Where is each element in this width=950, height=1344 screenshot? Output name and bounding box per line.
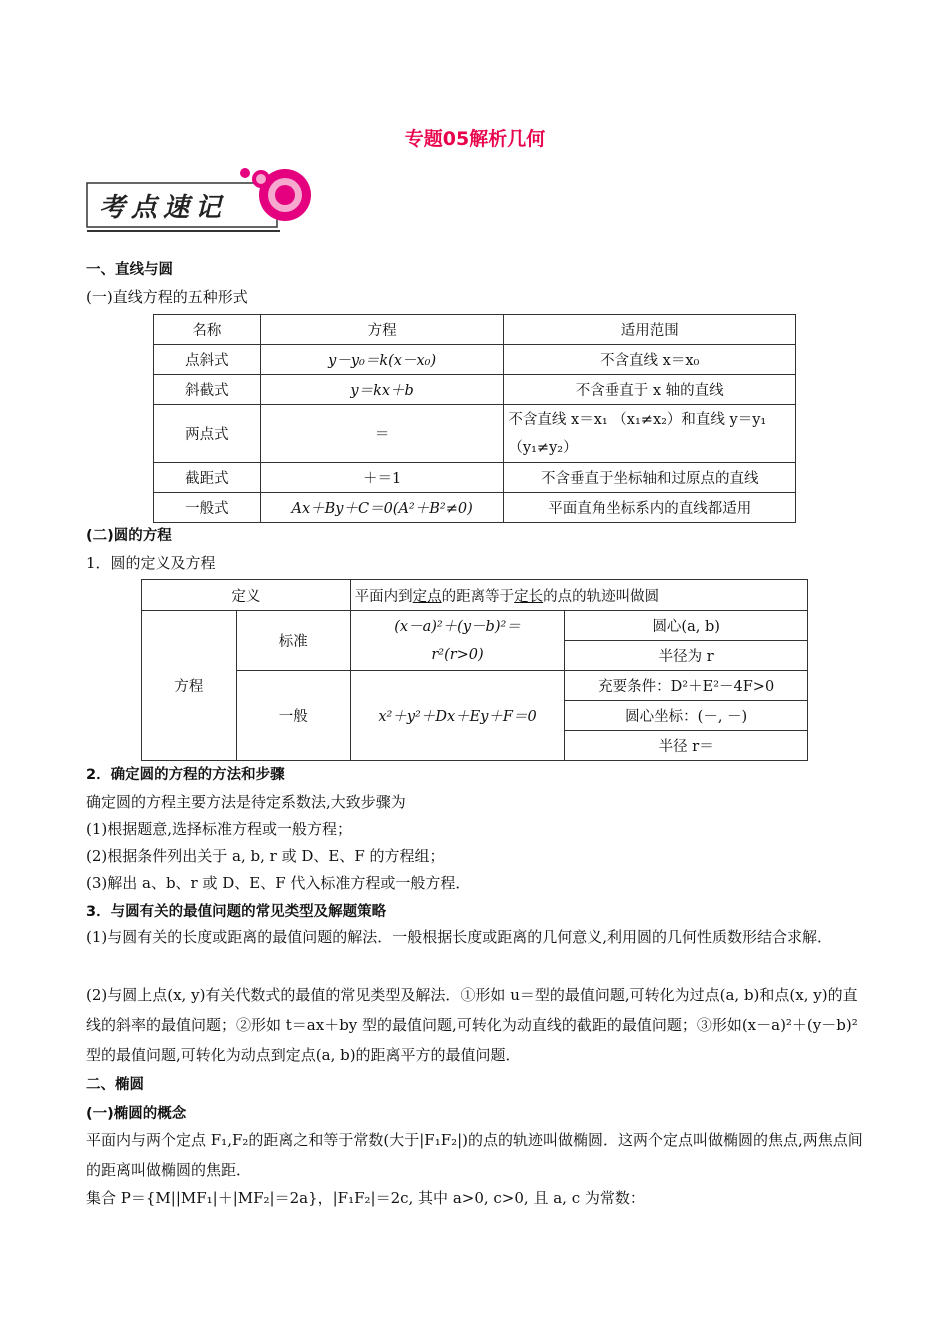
def-text-3: 的点的轨迹叫做圆 bbox=[543, 588, 660, 605]
table-row bbox=[154, 405, 796, 463]
row-equation: y－y₀＝k(x－x₀) bbox=[260, 345, 504, 375]
std-eq-line2: r²(r>0) bbox=[431, 646, 484, 663]
row-name: 点斜式 bbox=[154, 345, 261, 375]
header-name: 名称 bbox=[154, 315, 261, 345]
gen-label: 一般 bbox=[236, 671, 350, 761]
row-range: 不含垂直于 x 轴的直线 bbox=[504, 375, 796, 405]
row-name: 一般式 bbox=[154, 493, 261, 523]
def-text-1: 平面内到 bbox=[354, 588, 413, 605]
std-label: 标准 bbox=[236, 611, 350, 671]
item-extremum: 3．与圆有关的最值问题的常见类型及解题策略 bbox=[86, 904, 387, 920]
table-row bbox=[154, 345, 796, 375]
method-line-3: (2)根据条件列出关于 a, b, r 或 D、E、F 的方程组； bbox=[86, 847, 445, 865]
subheading-line-forms: (一)直线方程的五种形式 bbox=[86, 288, 248, 306]
row-name: 两点式 bbox=[154, 405, 261, 463]
gen-center: 圆心坐标：(－, －) bbox=[565, 701, 808, 731]
row-range: 不含直线 x＝x₁ （x₁≠x₂）和直线 y＝y₁ （y₁≠y₂） bbox=[504, 405, 796, 463]
table-row bbox=[154, 493, 796, 523]
item-circle-definition: 1．圆的定义及方程 bbox=[86, 554, 216, 572]
row-range: 不含垂直于坐标轴和过原点的直线 bbox=[504, 463, 796, 493]
row-equation: Ax＋By＋C＝0(A²＋B²≠0) bbox=[260, 493, 504, 523]
ellipse-paragraph-1: 平面内与两个定点 F₁,F₂的距离之和等于常数(大于|F₁F₂|)的点的轨迹叫做椭圆．这两个定点叫做椭圆的焦点,两焦点间的距离叫做椭圆的焦距． bbox=[86, 1131, 863, 1179]
def-fixed-point: 定点 bbox=[412, 588, 442, 605]
item-method-steps: 2．确定圆的方程的方法和步骤 bbox=[86, 767, 285, 783]
std-equation bbox=[350, 611, 565, 671]
table-header-row bbox=[154, 315, 796, 345]
extremum-paragraph-1: (1)与圆有关的长度或距离的最值问题的解法．一般根据长度或距离的几何意义,利用圆的几何性质数形结合求解． bbox=[86, 928, 833, 946]
eq-label: 方程 bbox=[142, 611, 237, 761]
method-line-1: 确定圆的方程主要方法是待定系数法,大致步骤为 bbox=[86, 793, 406, 811]
extremum-paragraph-2: (2)与圆上点(x, y)有关代数式的最值的常见类型及解法．①形如 u＝型的最值问题,可转化为过点(a, b)和点(x, y)的直线的斜率的最值问题；②形如 t＝ax＋by 型的最值问题,可转化为动直线的截距的最值问题；③形如(x－a)²＋(y－b)²型的最值问题,可转化为动点到定点(a, b)的距离平方的最值问题． bbox=[86, 986, 858, 1064]
header-equation: 方程 bbox=[260, 315, 504, 345]
ellipse-paragraph-2: 集合 P＝{M||MF₁|＋|MF₂|＝2a}，|F₁F₂|＝2c, 其中 a>0, c>0, 且 a, c 为常数： bbox=[86, 1189, 645, 1207]
section-logo bbox=[85, 165, 315, 235]
def-label: 定义 bbox=[142, 580, 351, 611]
def-text-2: 的距离等于 bbox=[441, 588, 515, 605]
circle-gen-row-1 bbox=[142, 671, 808, 701]
std-eq-line1: (x－a)²＋(y－b)²＝ bbox=[394, 618, 521, 635]
row-name: 斜截式 bbox=[154, 375, 261, 405]
section-heading-ellipse: 二、椭圆 bbox=[86, 1077, 144, 1093]
row-range: 不含直线 x＝x₀ bbox=[504, 345, 796, 375]
line-forms-table bbox=[153, 314, 796, 523]
table-row bbox=[154, 463, 796, 493]
gen-condition: 充要条件：D²＋E²－4F>0 bbox=[565, 671, 808, 701]
circle-def-row bbox=[142, 580, 808, 611]
row-name: 截距式 bbox=[154, 463, 261, 493]
header-range: 适用范围 bbox=[504, 315, 796, 345]
def-fixed-length: 定长 bbox=[514, 588, 544, 605]
row-range: 平面直角坐标系内的直线都适用 bbox=[504, 493, 796, 523]
method-line-2: (1)根据题意,选择标准方程或一般方程； bbox=[86, 820, 353, 838]
table-row bbox=[154, 375, 796, 405]
circle-std-row-1 bbox=[142, 611, 808, 641]
row-equation: y＝kx＋b bbox=[260, 375, 504, 405]
subheading-circle-equation: (二)圆的方程 bbox=[86, 528, 172, 544]
gen-equation: x²＋y²＋Dx＋Ey＋F＝0 bbox=[350, 671, 565, 761]
logo-text: 考点速记 bbox=[99, 193, 228, 223]
gen-radius: 半径 r＝ bbox=[565, 731, 808, 761]
std-radius: 半径为 r bbox=[565, 641, 808, 671]
row-equation: ＋＝1 bbox=[260, 463, 504, 493]
method-line-4: (3)解出 a、b、r 或 D、E、F 代入标准方程或一般方程． bbox=[86, 874, 471, 892]
section-heading-line-circle: 一、直线与圆 bbox=[86, 262, 173, 278]
page-title: 专题05解析几何 bbox=[404, 128, 546, 150]
row-equation: ＝ bbox=[260, 405, 504, 463]
def-content bbox=[350, 580, 807, 611]
std-center: 圆心(a, b) bbox=[565, 611, 808, 641]
subheading-ellipse-concept: (一)椭圆的概念 bbox=[86, 1106, 187, 1122]
circle-table bbox=[141, 579, 808, 761]
